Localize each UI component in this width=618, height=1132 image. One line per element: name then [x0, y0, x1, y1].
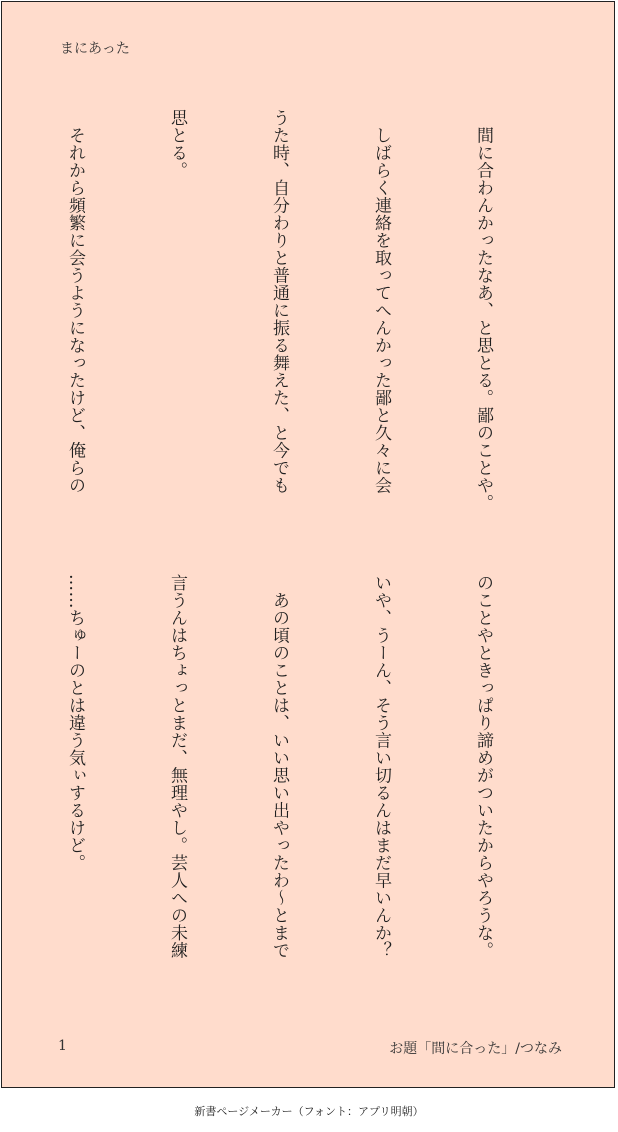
page-number: 1 — [58, 1038, 67, 1054]
footer-title: お題「間に合った」/つなみ — [389, 1041, 562, 1057]
text-line: いや、うーん、そう言い切るんはまだ早いんか？ — [371, 574, 391, 959]
text-line: しばらく連絡を取ってへんかった鄙と久々に会 — [371, 109, 391, 494]
text-line: それから頻繁に会うようになったけど、俺らの — [65, 109, 85, 494]
text-line: のことやときっぱり諦めがついたからやろうな。 — [473, 574, 493, 959]
text-block-top — [48, 109, 568, 537]
generator-caption: 新書ページメーカー（フォント：アプリ明朝） — [194, 1105, 424, 1118]
text-line: 言うんはちょっとまだ、無理やし。芸人への未練 — [167, 574, 187, 959]
text-block-bottom — [48, 574, 568, 1006]
running-head: まにあった — [60, 41, 130, 57]
text-line: あの頃のことは、いい思い出やったわ～とまで — [269, 574, 289, 959]
book-page — [1, 1, 615, 1088]
text-line: 間に合わんかったなあ、と思とる。鄙のことや。 — [473, 109, 493, 512]
text-line: うた時、自分わりと普通に振る舞えた、と今でも — [269, 109, 289, 494]
text-line: ……ちゅーのとは違う気ぃするけど。 — [65, 574, 85, 872]
text-line: 思とる。 — [167, 109, 187, 179]
